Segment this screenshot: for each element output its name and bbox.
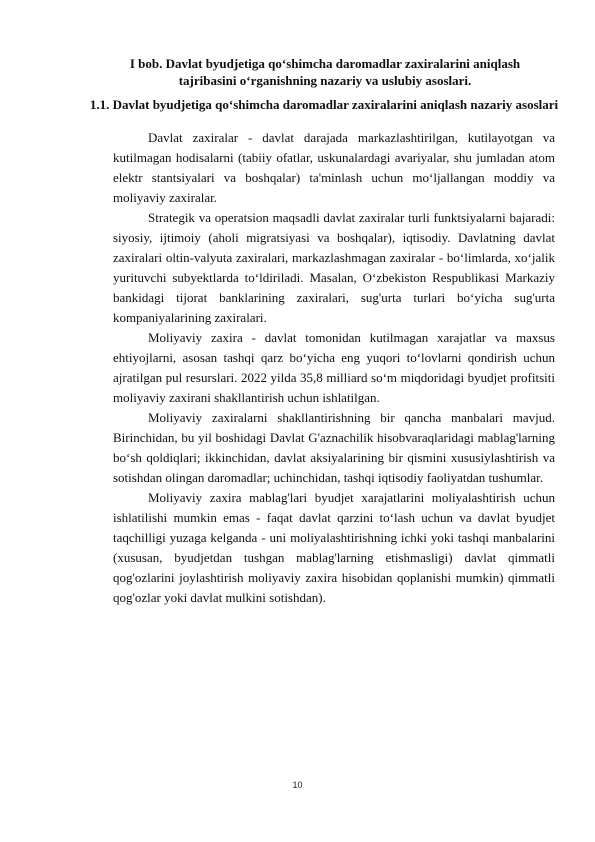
chapter-heading	[90, 55, 560, 89]
body-text	[113, 128, 555, 608]
chapter-heading-line-2: tajribasini o‘rganishning nazariy va uslubiy asoslari.	[178, 73, 472, 88]
chapter-heading-line-1: I bob. Davlat byudjetiga qo‘shimcha daromadlar zaxiralarini aniqlash	[129, 56, 521, 71]
paragraph-3: Moliyaviy zaxira - davlat tomonidan kutilmagan xarajatlar va maxsus ehtiyojlarni, asosan tashqi qarz bo‘yicha eng yuqori to‘lovlarni qondirish uchun ajratilgan pul resurslari. 2022 yilda 35,8 milliard so‘m miqdoridagi byudjet profitsiti moliyaviy zaxirani shakllantirish uchun ishlatilgan.	[113, 330, 555, 405]
section-heading: 1.1. Davlat byudjetiga qo‘shimcha daromadlar zaxiralarini aniqlash nazariy asoslari	[89, 97, 559, 112]
paragraph-2: Strategik va operatsion maqsadli davlat zaxiralar turli funktsiyalarni bajaradi: siyosiy, ijtimoiy (aholi migratsiyasi va boshqalar), iqtisodiy. Davlatning davlat zaxiralari oltin-valyuta zaxiralari, markazlashmagan zaxiralar - bo‘limlarda, xo‘jalik yurituvchi subyektlarda to‘ldiriladi. Masalan, O‘zbekiston Respublikasi Markaziy bankidagi tijorat banklarining zaxiralari, sug'urta turlari bo‘yicha sug'urta kompaniyalarining zaxiralari.	[113, 210, 555, 325]
paragraph-1: Davlat zaxiralar - davlat darajada markazlashtirilgan, kutilayotgan va kutilmagan hodisalarni (tabiiy ofatlar, uskunalardagi avariyalar, shu jumladan atom elektr stantsiyalari va boshqalar) ta'minlash uchun mo‘ljallangan moddiy va moliyaviy zaxiralar.	[113, 130, 555, 205]
paragraph-5: Moliyaviy zaxira mablag'lari byudjet xarajatlarini moliyalashtirish uchun ishlatilishi mumkin emas - faqat davlat qarzini to‘lash uchun va davlat byudjet taqchilligi yuzaga kelganda - uni moliyalashtirishning ichki yoki tashqi manbalarini (xususan, byudjetdan tushgan mablag'larning etishmasligi) davlat qimmatli qog'ozlarini joylashtirish moliyaviy zaxira hisobidan qoplanishi mumkin) qimmatli qog'ozlar yoki davlat mulkini sotishdan).	[113, 490, 555, 605]
page-number: 10	[292, 780, 303, 790]
paragraph-4: Moliyaviy zaxiralarni shakllantirishning bir qancha manbalari mavjud. Birinchidan, bu yil boshidagi Davlat G'aznachilik hisobvaraqlaridagi mablag'larning bo‘sh qoldiqlari; ikkinchidan, davlat aksiyalarining bir qismini xususiylashtirish va sotishdan olingan daromadlar; uchinchidan, tashqi iqtisodiy faoliyatdan tushumlar.	[113, 410, 555, 485]
